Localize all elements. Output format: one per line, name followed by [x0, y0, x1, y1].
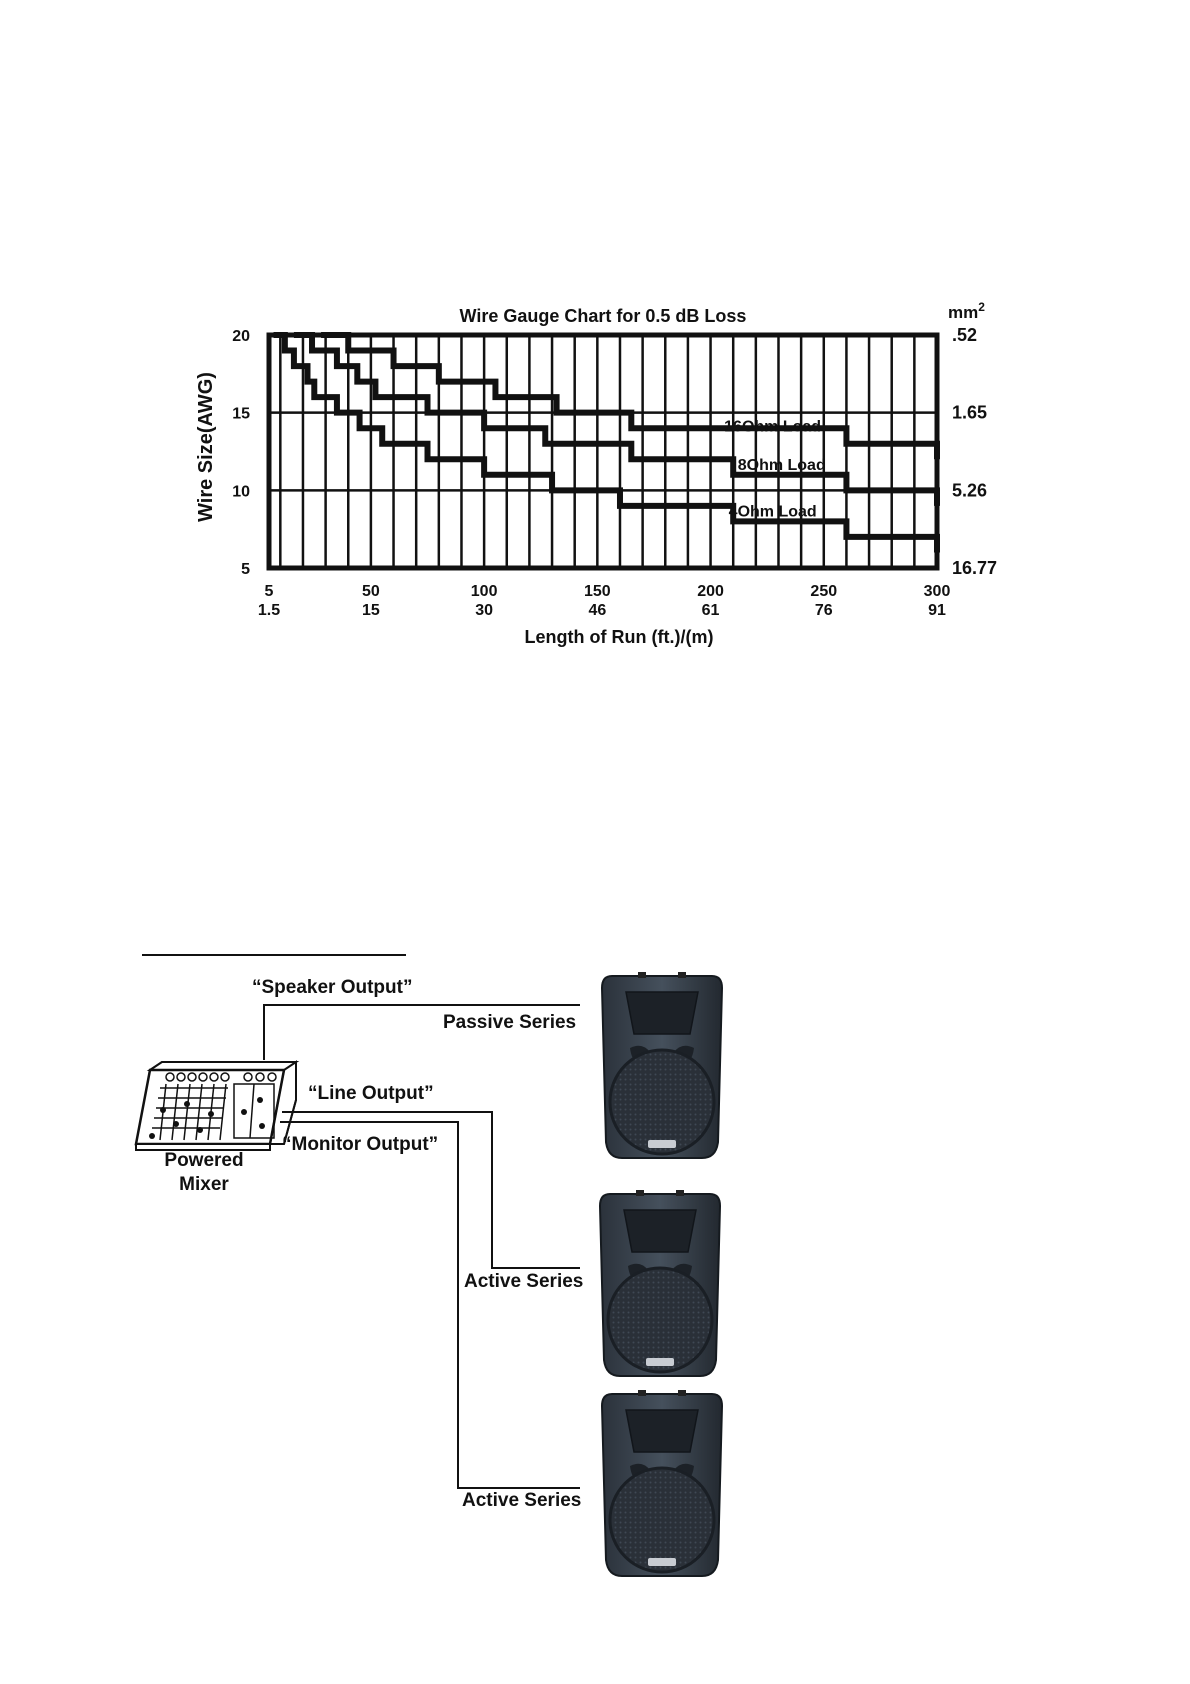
y-tick-label-right: .52 — [952, 325, 978, 345]
y-tick-label-right: 5.26 — [952, 480, 988, 501]
x-tick-label-ft: 5 — [264, 583, 274, 600]
x-tick-label-m: 30 — [475, 602, 494, 619]
powered-mixer-icon — [136, 1062, 296, 1150]
series-label-2: 8Ohm Load — [737, 457, 826, 475]
monitor-output-wire — [280, 1122, 580, 1488]
x-tick-label-ft: 200 — [697, 583, 724, 600]
y-tick-label-right: 16.77 — [952, 558, 998, 578]
y-axis-label: Wire Size(AWG) — [195, 372, 217, 522]
speaker-passive-image — [602, 972, 722, 1158]
x-tick-label-m: 76 — [814, 602, 833, 619]
mixer-label-line1: Powered — [164, 1150, 244, 1171]
x-tick-label-m: 1.5 — [257, 602, 281, 619]
y-tick-label: 5 — [241, 561, 250, 578]
speaker-output-label: “Speaker Output” — [252, 977, 413, 998]
y-tick-label: 15 — [232, 405, 250, 423]
active-series-label-1: Active Series — [464, 1271, 584, 1292]
x-tick-label-m: 46 — [588, 602, 607, 619]
passive-series-label: Passive Series — [443, 1012, 577, 1033]
x-tick-label-m: 61 — [701, 602, 720, 619]
x-tick-label-ft: 100 — [470, 583, 498, 600]
line-output-label: “Line Output” — [308, 1083, 434, 1104]
wires — [264, 1005, 580, 1488]
y-tick-label: 10 — [232, 483, 250, 501]
x-axis-label: Length of Run (ft.)/(m) — [524, 627, 714, 647]
x-tick-label-ft: 150 — [583, 583, 611, 600]
x-tick-label-ft: 250 — [810, 583, 838, 600]
monitor-output-label: “Monitor Output” — [282, 1134, 439, 1155]
right-axis-unit-sup: 2 — [978, 300, 985, 314]
mixer-label-line2: Mixer — [179, 1174, 229, 1195]
x-tick-label-ft: 300 — [923, 583, 951, 600]
series-label-1: 16Ohm Load — [724, 418, 822, 436]
y-tick-label-right: 1.65 — [952, 402, 988, 423]
right-axis-unit-base: mm — [948, 303, 979, 322]
chart-title: Wire Gauge Chart for 0.5 dB Loss — [459, 306, 747, 326]
x-tick-label-m: 15 — [361, 602, 380, 619]
speaker-active-image-2 — [602, 1390, 722, 1576]
active-series-label-2: Active Series — [462, 1490, 582, 1511]
x-tick-label-m: 91 — [928, 602, 946, 619]
y-tick-label: 20 — [232, 328, 250, 345]
x-tick-label-ft: 50 — [361, 583, 380, 600]
series-label-3: 4Ohm Load — [728, 503, 817, 521]
speaker-active-image-1 — [600, 1190, 720, 1376]
